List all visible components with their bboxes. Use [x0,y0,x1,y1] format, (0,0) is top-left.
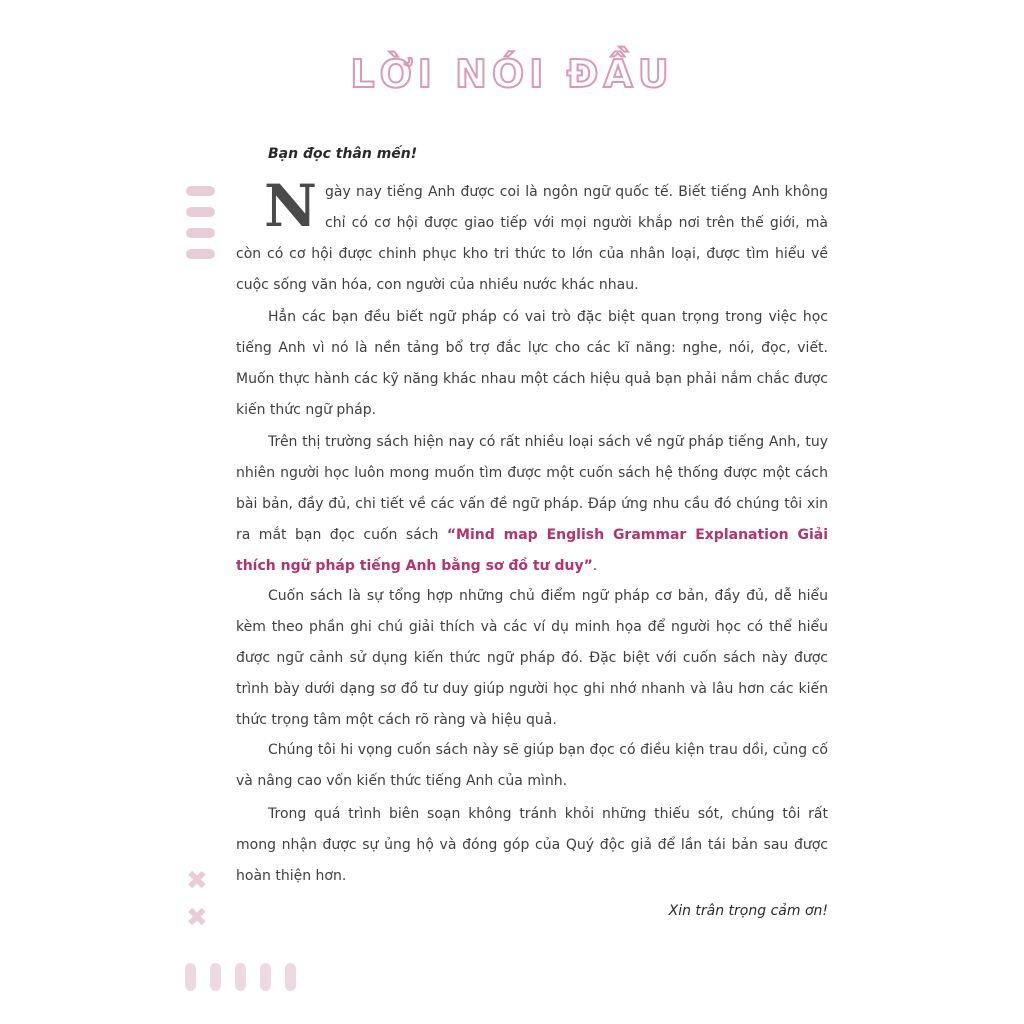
book-title-highlight: “Mind map English Grammar Explanation Giải thích ngữ pháp tiếng Anh bằng sơ đồ tư duy” [236,527,828,574]
page-title: LỜI NÓI ĐẦU [350,52,674,96]
paragraph-5: Chúng tôi hi vọng cuốn sách này sẽ giúp bạn đọc có điều kiện trau dồi, củng cố và nâng cao vốn kiến thức tiếng Anh của mình. [236,742,828,789]
closing-line: Xin trân trọng cảm ơn! [668,903,828,919]
greeting: Bạn đọc thân mến! [268,146,418,162]
paragraph-1-text: gày nay tiếng Anh được coi là ngôn ngữ quốc tế. Biết tiếng Anh không chỉ có cơ hội được giao tiếp với mọi người khắp nơi trên thế giới, mà còn có cơ hội được chinh phục kho tri thức to lớn của nhân loại, được tìm hiểu về cuộc sống văn hóa, con người của nhiều nước khác nhau. [236,184,828,293]
paragraph-1 [236,172,828,301]
paragraph-3 [236,427,828,582]
decorative-pills [185,963,296,991]
decorative-bars [186,186,215,270]
paragraph-6: Trong quá trình biên soạn không tránh khỏi những thiếu sót, chúng tôi rất mong nhận được sự ủng hộ và đóng góp của Quý độc giả để lần tái bản sau được hoàn thiện hơn. [236,806,828,884]
paragraph-3-text: Trên thị trường sách hiện nay có rất nhiều loại sách về ngữ pháp tiếng Anh, tuy nhiên người học luôn mong muốn tìm được một cuốn sách hệ thống được một cách bài bản, đầy đủ, chi tiết về các vấn đề ngữ pháp. Đáp ứng nhu cầu đó chúng tôi xin ra mắt bạn đọc cuốn sách [236,434,828,543]
paragraph-3-end: . [592,558,598,574]
decorative-x-icon: ✖ [186,866,208,896]
paragraph-2: Hẳn các bạn đều biết ngữ pháp có vai trò đặc biệt quan trọng trong việc học tiếng Anh vì nó là nền tảng bổ trợ đắc lực cho các kĩ năng: nghe, nói, đọc, viết. Muốn thực hành các kỹ năng khác nhau một cách hiệu quả bạn phải nắm chắc được kiến thức ngữ pháp. [236,309,828,418]
decorative-x-icon: ✖ [186,903,208,933]
drop-cap: N [264,172,318,240]
paragraph-4: Cuốn sách là sự tổng hợp những chủ điểm ngữ pháp cơ bản, đầy đủ, dễ hiểu kèm theo phần ghi chú giải thích và các ví dụ minh họa để người học có thể hiểu được ngữ cảnh sử dụng kiến thức ngữ pháp đó. Đặc biệt với cuốn sách này được trình bày dưới dạng sơ đồ tư duy giúp người học ghi nhớ nhanh và lâu hơn các kiến thức trọng tâm một cách rõ ràng và hiệu quả. [236,588,828,728]
